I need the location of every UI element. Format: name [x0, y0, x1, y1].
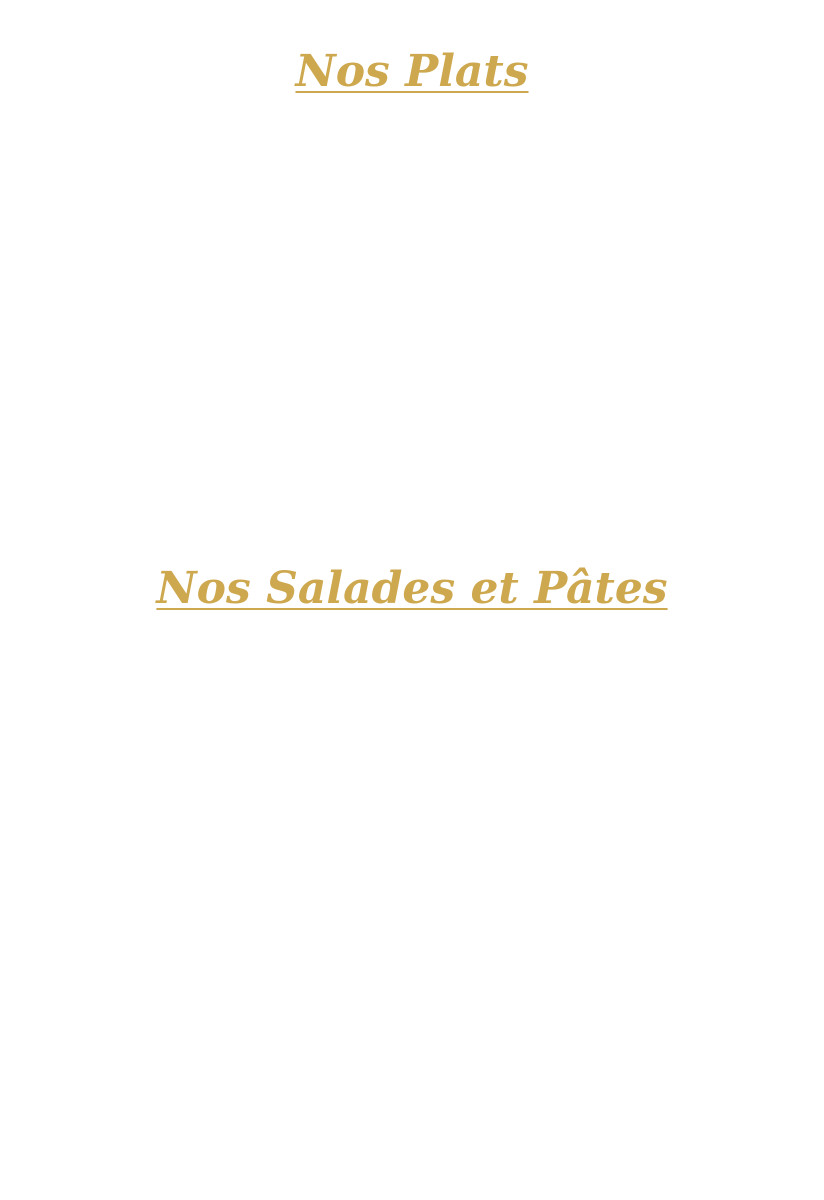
- section-title-nos-plats: Nos Plats: [295, 46, 529, 97]
- dish-1-french-line2: [0, 205, 824, 206]
- dish-2-french: [0, 286, 824, 287]
- dish-3-french: [0, 369, 824, 370]
- dish-4-french: [0, 451, 824, 452]
- section-title-salades-pates: Nos Salades et Pâtes: [156, 563, 668, 614]
